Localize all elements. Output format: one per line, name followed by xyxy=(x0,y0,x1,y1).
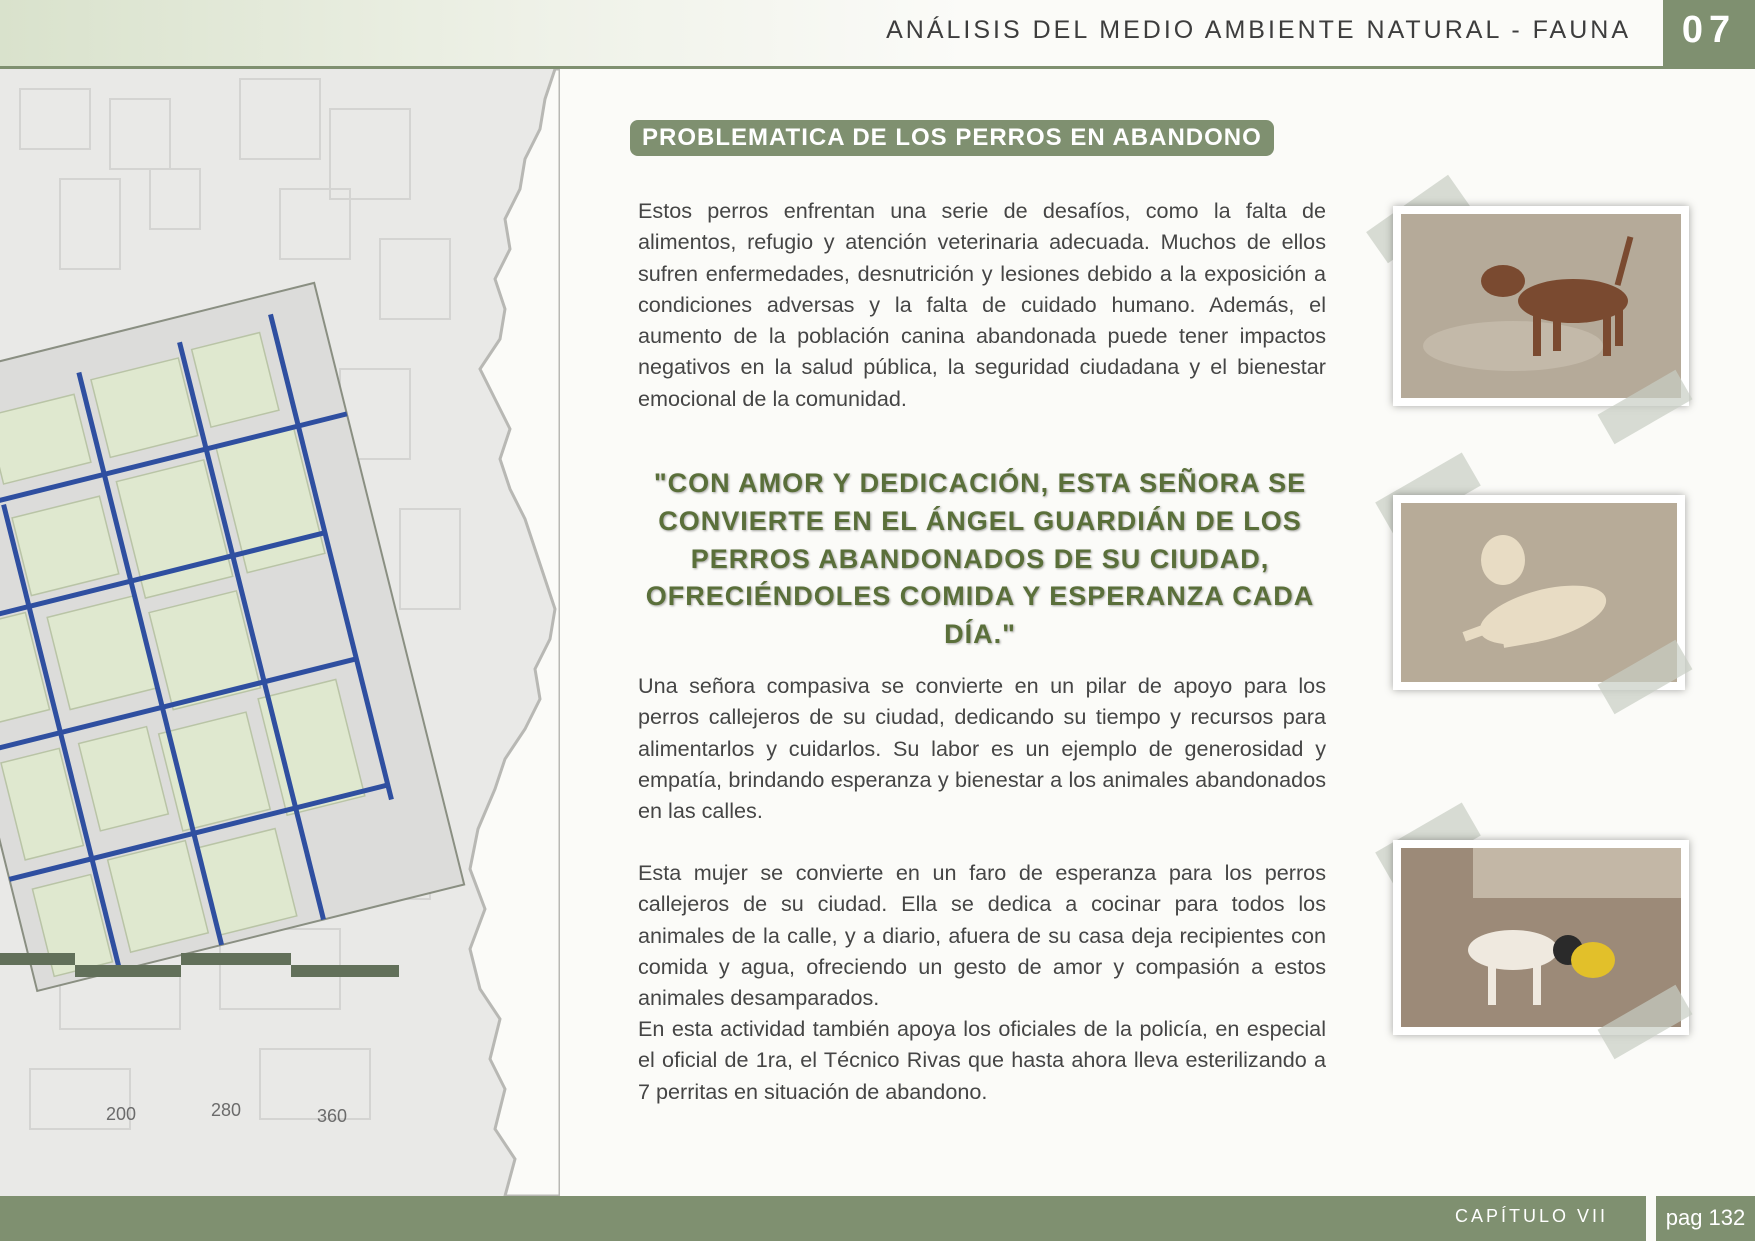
section-title: PROBLEMATICA DE LOS PERROS EN ABANDONO xyxy=(630,120,1274,156)
site-plan-map xyxy=(0,69,560,1196)
scale-label-200: 200 xyxy=(106,1104,137,1124)
paragraph-challenges: Estos perros enfrentan una serie de desafíos, como la falta de alimentos, refugio y atención veterinaria adecuada. Muchos de ellos sufren enfermedades, desnutrición y lesiones debido a la exposición a condiciones adversas y la falta de cuidado humano. Además, el aumento de la población canina abandonada puede tener impactos negativos en la salud pública, la seguridad ciudadana y el bienestar emocional de la comunidad. xyxy=(638,198,1326,411)
footer-chapter: CAPÍTULO VII xyxy=(1455,1206,1609,1226)
paragraph-beacon-of-hope: Esta mujer se convierte en un faro de esperanza para los perros callejeros de su ciudad. Ella se dedica a cocinar para todos los animales de la calle, y a diario, afuera de su casa deja recipientes con comida y agua, ofreciendo un gesto de amor y compasión a estos animales desamparados. xyxy=(638,860,1326,1011)
chapter-number: 07 xyxy=(1663,0,1755,68)
highlight-quote: "CON AMOR Y DEDICACIÓN, ESTA SEÑORA SE CONVIERTE EN EL ÁNGEL GUARDIÁN DE LOS PERROS ABANDONADOS DE SU CIUDAD, OFRECIÉNDOLES COMIDA Y ESPERANZA CADA DÍA." xyxy=(645,468,1315,650)
paragraph-police-support: En esta actividad también apoya los oficiales de la policía, en especial el oficial de 1ra, el Técnico Rivas que hasta ahora lleva esterilizando a 7 perritas en situación de abandono. xyxy=(638,1016,1326,1104)
header-title: ANÁLISIS DEL MEDIO AMBIENTE NATURAL - FAUNA xyxy=(886,16,1631,44)
footer-separator xyxy=(1646,1196,1656,1241)
page-number: pag 132 xyxy=(1665,1205,1746,1230)
scale-label-280: 280 xyxy=(211,1100,242,1120)
paragraph-compassionate-lady: Una señora compasiva se convierte en un pilar de apoyo para los perros callejeros de su ciudad, dedicando su tiempo y recursos para alimentarlos y cuidarlos. Su labor es un ejemplo de generosidad y empatía, brindando esperanza y bienestar a los animales abandonados en las calles. xyxy=(638,673,1326,824)
photo-brown-dog xyxy=(1393,206,1689,406)
scale-label-360: 360 xyxy=(317,1106,348,1126)
brown-dog-image xyxy=(1393,206,1689,406)
